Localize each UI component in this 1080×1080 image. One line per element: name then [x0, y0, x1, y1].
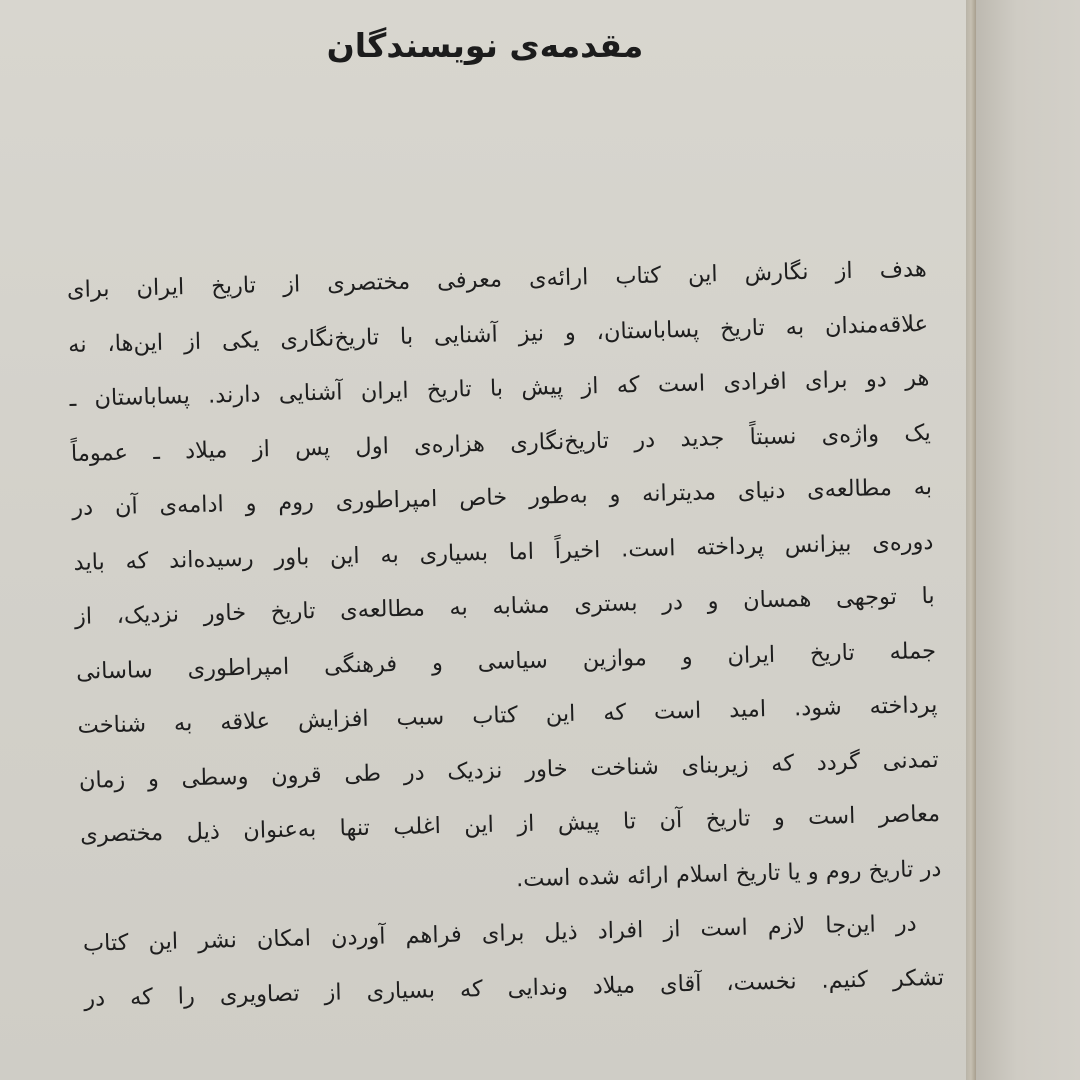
text-line: در تاریخ روم و یا تاریخ اسلام ارائه شده است. — [515, 855, 942, 892]
text-line: دوره‌ی بیزانس پرداخته است. اخیراً اما بسیاری به این باور رسیده‌اند که باید — [73, 528, 934, 576]
text-line: تشکر کنیم. نخست، آقای میلاد وندایی که بسیاری از تصاویری را که در — [83, 964, 945, 1012]
text-line: یک واژه‌ی نسبتاً جدید در تاریخ‌نگاری هزاره‌ی اول پس از میلاد ـ عموماً — [70, 419, 931, 467]
paragraph-2 — [82, 896, 944, 1026]
text-line: هر دو برای افرادی است که از پیش با تاریخ ایران آشنایی دارند. پساباستان ـ — [69, 364, 930, 412]
text-line: معاصر است و تاریخ آن تا پیش از این اغلب تنها به‌عنوان ذیل مختصری — [79, 800, 941, 848]
text-line: جمله تاریخ ایران و موازین سیاسی و فرهنگی امپراطوری ساسانی — [75, 637, 937, 685]
text-line: هدف از نگارش این کتاب ارائه‌ی معرفی مختصری از تاریخ ایران برای — [66, 255, 927, 303]
next-page — [976, 0, 1080, 1080]
page-edge — [966, 0, 976, 1080]
page-title: مقدمه‌ی نویسندگان — [326, 26, 644, 65]
body-text — [66, 242, 944, 1026]
text-line: تمدنی گردد که زیربنای شناخت خاور نزدیک در طی قرون وسطی و زمان — [78, 746, 939, 794]
text-line: علاقه‌مندان به تاریخ پساباستان، و نیز آشنایی با تاریخ‌نگاری یکی از این‌ها، نه — [67, 310, 929, 358]
text-line: پرداخته شود. امید است که این کتاب سبب افزایش علاقه به شناخت — [77, 691, 938, 739]
paragraph-1 — [66, 242, 942, 917]
text-line: با توجهی همسان و در بستری مشابه به مطالعه‌ی تاریخ خاور نزدیک، از — [74, 582, 935, 630]
text-line: به مطالعه‌ی دنیای مدیترانه و به‌طور خاص امپراطوری روم و ادامه‌ی آن در — [71, 473, 933, 521]
text-line: در این‌جا لازم است از افراد ذیل برای فراهم آوردن امکان نشر این کتاب — [82, 910, 917, 957]
